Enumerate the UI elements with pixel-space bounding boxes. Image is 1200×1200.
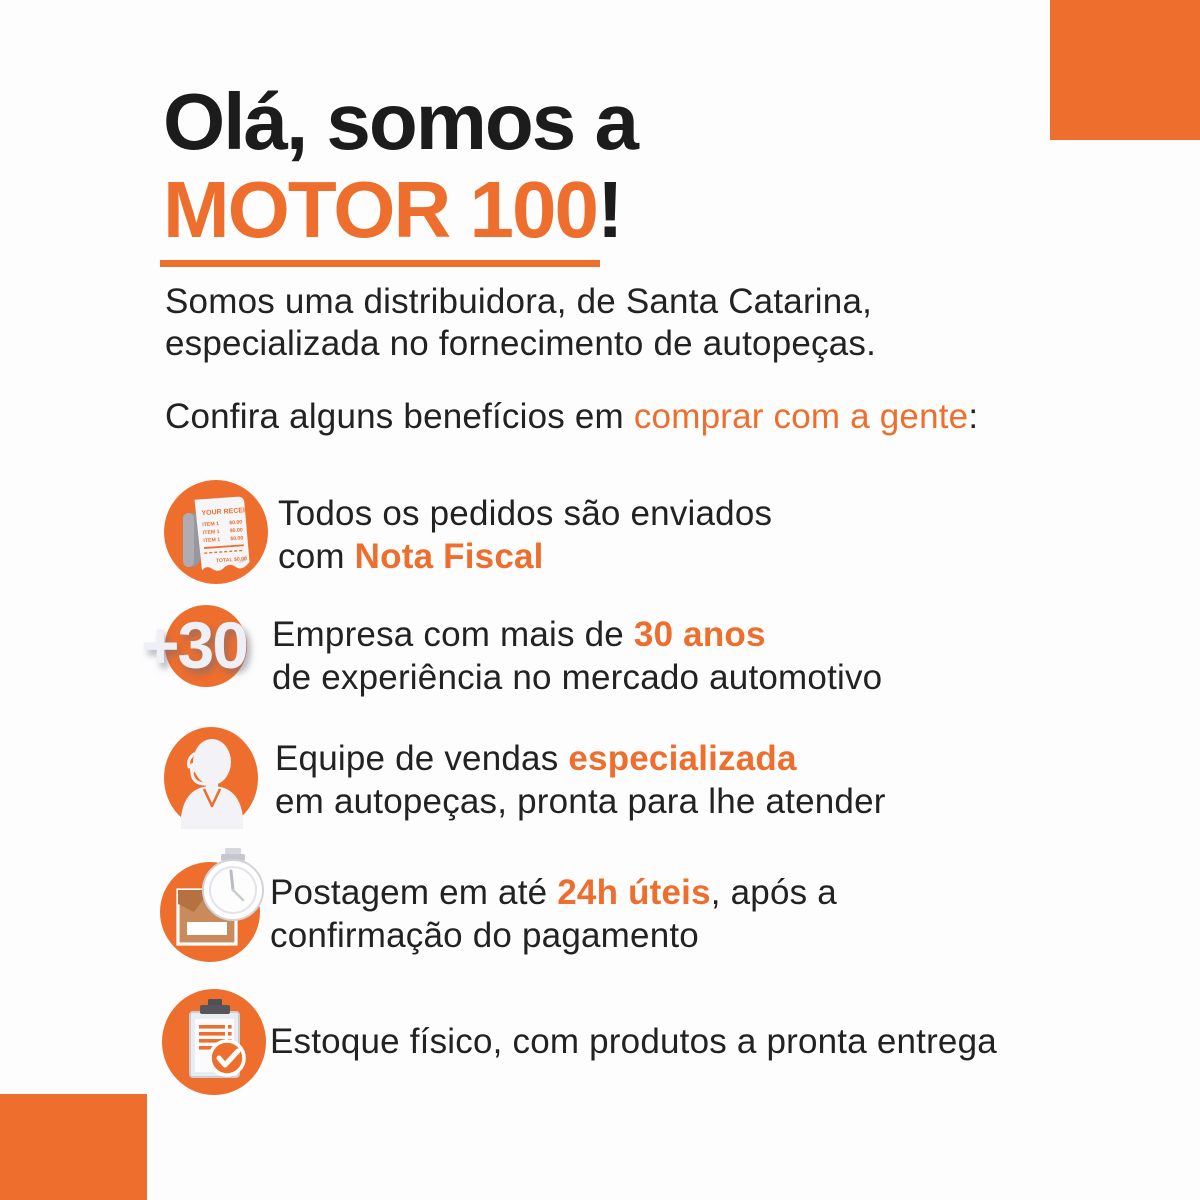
benefit-4-line-1: Postagem em até 24h úteis, após a: [270, 873, 837, 912]
benefit-4-line-2: confirmação do pagamento: [270, 916, 699, 955]
brand-name: MOTOR 100: [163, 165, 597, 254]
benefit-4-text: [270, 871, 837, 957]
benefit-2-line-2: de experiência no mercado automotivo: [272, 658, 883, 697]
brand-exclamation: !: [597, 165, 622, 254]
benefit-3-line-1: Equipe de vendas especializada: [275, 739, 797, 778]
lead-highlight: comprar com a gente: [633, 397, 969, 436]
benefit-3-line-2: em autopeças, pronta para lhe atender: [275, 782, 886, 821]
lead-post: :: [968, 397, 979, 436]
receipt-icon: [164, 480, 268, 584]
benefit-2-text: [272, 613, 882, 699]
receipt-price-3: $0.00: [230, 535, 244, 543]
top-right-accent-square: [1050, 0, 1200, 140]
benefit-3-text: [275, 737, 886, 823]
plus-30-text: +30: [141, 608, 247, 682]
page-title-greeting: [163, 77, 637, 166]
benefit-5-line-1: Estoque físico, com produtos a pronta entrega: [270, 1022, 997, 1061]
receipt-item-1: ITEM 1: [202, 521, 220, 529]
intro-line-1: Somos uma distribuidora, de Santa Catarina,: [165, 282, 873, 321]
lead-pre: Confira alguns benefícios em: [165, 397, 634, 436]
intro-paragraph: [165, 281, 876, 365]
receipt-price-1: $0.00: [229, 519, 243, 527]
benefit-1-line-2: com Nota Fiscal: [278, 537, 544, 576]
benefit-1-line-1: Todos os pedidos são enviados: [278, 494, 773, 533]
benefit-1-text: [278, 492, 772, 578]
benefits-lead: [165, 396, 978, 438]
receipt-item-2: ITEM 1: [202, 529, 220, 537]
headset-agent-icon: [164, 727, 258, 829]
page-title-brand: [163, 165, 622, 254]
benefit-2-line-1: Empresa com mais de 30 anos: [272, 615, 766, 654]
receipt-total-text: TOTAL $0.00: [215, 556, 248, 565]
intro-line-2: especializada no fornecimento de autopeças.: [165, 324, 877, 363]
greeting-text: Olá, somos a: [163, 77, 637, 166]
bottom-left-accent-square: [0, 1094, 147, 1200]
box-stopwatch-icon: [152, 846, 272, 970]
clipboard-check-icon: [161, 988, 267, 1096]
plus-30-badge: [141, 605, 247, 687]
receipt-price-2: $0.00: [229, 527, 243, 535]
receipt-item-3: ITEM 1: [203, 537, 221, 545]
benefit-5-text: [270, 1020, 997, 1063]
receipt-title-text: YOUR RECEIPT: [201, 506, 255, 518]
